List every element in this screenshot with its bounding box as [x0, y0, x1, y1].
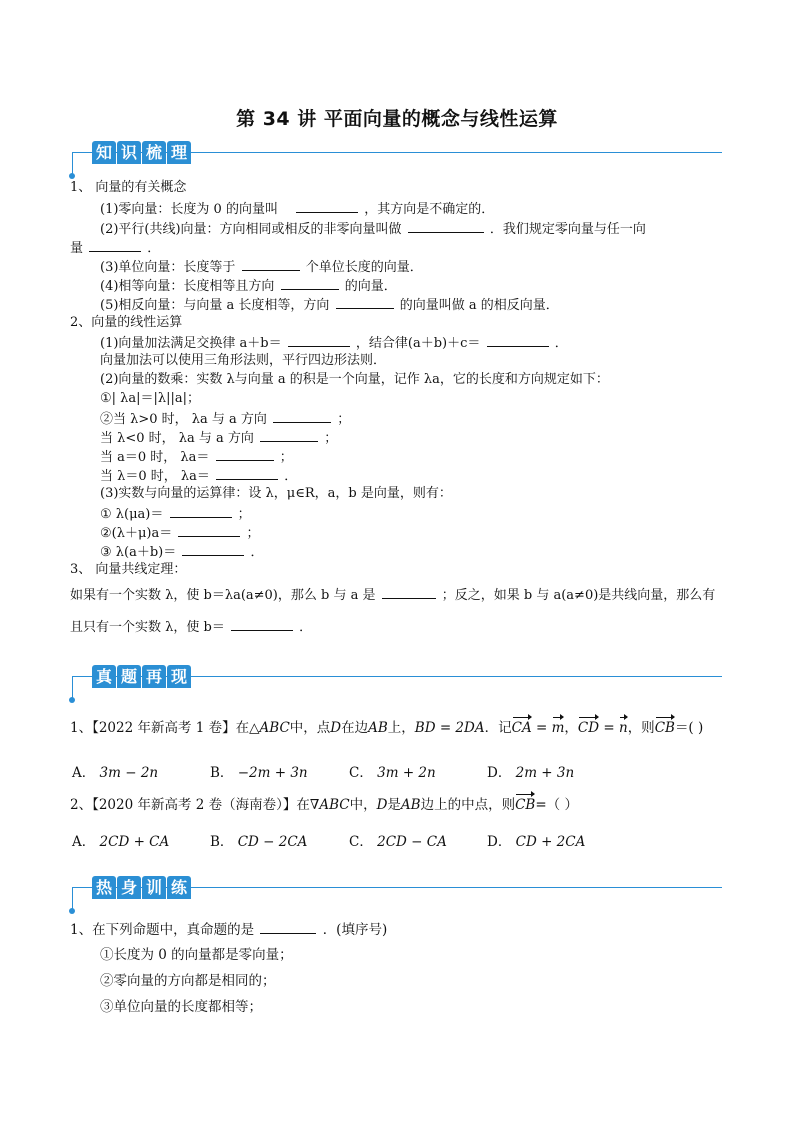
warmup-question-1	[70, 920, 387, 939]
vector: CA	[511, 720, 532, 736]
answer-blank[interactable]	[487, 333, 549, 347]
math: D	[330, 720, 342, 736]
math: D	[376, 797, 388, 813]
text: ；	[237, 507, 251, 522]
math: AB	[368, 720, 388, 736]
text: 2、【2020 年新高考 2 卷（海南卷）】在∇	[70, 797, 320, 813]
knowledge-line	[100, 523, 260, 543]
text: ．我们规定零向量与任一向	[489, 222, 646, 237]
option-c[interactable]	[349, 830, 447, 850]
text: ；	[337, 412, 351, 427]
option-c[interactable]	[349, 761, 436, 781]
answer-blank[interactable]	[216, 447, 274, 461]
answer-blank[interactable]	[242, 257, 300, 271]
option-letter: A．	[72, 834, 96, 850]
answer-blank[interactable]	[260, 428, 318, 442]
knowledge-line	[100, 428, 337, 448]
text: 当 λ<0 时， λa 与 a 方向	[100, 431, 254, 446]
option-d[interactable]	[487, 830, 585, 850]
text: ②当 λ>0 时， λa 与 a 方向	[100, 412, 267, 427]
bullet-dot	[69, 908, 75, 914]
knowledge-line	[70, 617, 312, 637]
text: ，其方向是不确定的．	[364, 202, 495, 217]
text: ① λ(μa)＝	[100, 507, 164, 522]
warmup-item: ①长度为 0 的向量都是零向量；	[100, 947, 293, 963]
option-b[interactable]	[210, 830, 307, 850]
text: ；	[324, 431, 338, 446]
knowledge-line	[100, 219, 646, 239]
option-text: CD − 2CA	[237, 834, 308, 850]
text: ，则	[627, 720, 655, 736]
badge-char: 真	[92, 665, 116, 688]
text: 边上的中点，则	[420, 797, 516, 813]
option-letter: D．	[487, 765, 512, 781]
text: ②(λ＋μ)a＝	[100, 526, 173, 541]
knowledge-line: ①| λa|＝|λ||a|；	[100, 391, 201, 406]
answer-blank[interactable]	[89, 238, 141, 252]
text: 的向量叫做 a 的相反向量．	[399, 298, 559, 313]
option-letter: B．	[210, 765, 234, 781]
text: 在边	[341, 720, 369, 736]
text: 1、【2022 年新高考 1 卷】在△	[70, 720, 260, 736]
math: ABC	[259, 720, 290, 736]
text: ．	[147, 241, 161, 256]
text: (3)单位向量：长度等于	[100, 260, 236, 275]
badge-char: 热	[92, 876, 116, 899]
section-header-knowledge	[64, 141, 722, 181]
knowledge-line	[100, 333, 568, 353]
answer-blank[interactable]	[273, 409, 331, 423]
option-text: 3m + 2n	[377, 765, 436, 781]
knowledge-line	[100, 295, 559, 315]
option-a[interactable]	[72, 761, 158, 781]
section-badge	[92, 141, 192, 164]
badge-char: 再	[142, 665, 166, 688]
option-text: 2CD − CA	[377, 834, 447, 850]
section-badge	[92, 665, 192, 688]
vector: CB	[515, 797, 536, 813]
text: 1、在下列命题中，真命题的是	[70, 922, 255, 938]
text: 如果有一个实数 λ，使 b＝λa(a≠0)，那么 b 与 a 是	[70, 588, 376, 603]
text: 且只有一个实数 λ，使 b＝	[70, 620, 225, 635]
text: 中，	[349, 797, 377, 813]
section-header-warmup	[64, 876, 722, 916]
text: 中，点	[289, 720, 331, 736]
knowledge-heading-2: 2、向量的线性运算	[70, 315, 183, 330]
text: ．记	[484, 720, 512, 736]
knowledge-heading-3: 3、 向量共线定理：	[70, 562, 187, 577]
knowledge-line: 向量加法可以使用三角形法则，平行四边形法则．	[100, 353, 387, 368]
badge-char: 识	[117, 141, 141, 164]
answer-blank[interactable]	[260, 920, 316, 934]
knowledge-heading-1: 1、 向量的有关概念	[70, 180, 187, 195]
answer-blank[interactable]	[231, 617, 293, 631]
text: 的向量．	[344, 279, 397, 294]
text: ③ λ(a＋b)＝	[100, 545, 177, 560]
badge-char: 练	[167, 876, 191, 899]
text: 量	[70, 241, 84, 256]
option-letter: C．	[349, 834, 373, 850]
option-b[interactable]	[210, 761, 308, 781]
badge-char: 训	[142, 876, 166, 899]
text: ．(填序号)	[322, 922, 388, 938]
math: ABC	[319, 797, 350, 813]
text: (2)平行(共线)向量：方向相同或相反的非零向量叫做	[100, 222, 402, 237]
knowledge-line	[100, 466, 297, 486]
knowledge-line	[100, 409, 350, 429]
option-letter: A．	[72, 765, 96, 781]
text: =（ ）	[535, 797, 578, 813]
text: ．	[284, 469, 298, 484]
answer-blank[interactable]	[178, 523, 240, 537]
badge-char: 现	[167, 665, 191, 688]
answer-blank[interactable]	[336, 295, 394, 309]
warmup-item: ②零向量的方向都是相同的；	[100, 973, 276, 989]
option-a[interactable]	[72, 830, 169, 850]
section-badge	[92, 876, 192, 899]
text: ．	[299, 620, 313, 635]
warmup-item: ③单位向量的长度都相等；	[100, 999, 262, 1015]
option-text: 2CD + CA	[99, 834, 170, 850]
option-text: 2m + 3n	[515, 765, 575, 781]
knowledge-line	[100, 276, 397, 296]
answer-blank[interactable]	[296, 199, 358, 213]
text: ．	[250, 545, 264, 560]
knowledge-line: (2)向量的数乘：实数 λ与向量 a 的积是一个向量，记作 λa，它的长度和方向规定如下：	[100, 372, 609, 387]
knowledge-line	[70, 238, 160, 258]
text: 当 λ＝0 时， λa＝	[100, 469, 210, 484]
badge-char: 理	[167, 141, 191, 164]
math: AB	[400, 797, 421, 813]
badge-char: 题	[117, 665, 141, 688]
bullet-dot	[69, 697, 75, 703]
answer-blank[interactable]	[170, 504, 232, 518]
knowledge-line	[100, 447, 293, 467]
answer-blank[interactable]	[382, 585, 436, 599]
knowledge-line	[100, 257, 423, 277]
text: ；	[246, 526, 260, 541]
badge-char: 身	[117, 876, 141, 899]
knowledge-line	[100, 504, 251, 524]
option-d[interactable]	[487, 761, 574, 781]
option-text: −2m + 3n	[237, 765, 308, 781]
vector: n	[618, 720, 628, 736]
badge-char: 知	[92, 141, 116, 164]
text: 是	[387, 797, 401, 813]
text: ．	[554, 336, 568, 351]
option-text: 3m − 2n	[99, 765, 159, 781]
answer-blank[interactable]	[216, 466, 278, 480]
text: ＝( )	[674, 720, 704, 736]
text: (1)向量加法满足交换律 a＋b＝	[100, 336, 282, 351]
text: (1)零向量：长度为 0 的向量叫	[100, 202, 278, 217]
answer-blank[interactable]	[408, 219, 484, 233]
knowledge-line: (3)实数与向量的运算律：设 λ，μ∈R，a，b 是向量，则有：	[100, 486, 452, 501]
text: 当 a＝0 时， λa＝	[100, 450, 210, 465]
option-letter: B．	[210, 834, 234, 850]
option-text: CD + 2CA	[515, 834, 586, 850]
vector: CD	[577, 720, 600, 736]
vector: m	[551, 720, 565, 736]
text: 个单位长度的向量．	[305, 260, 423, 275]
math: BD = 2DA	[414, 720, 485, 736]
answer-blank[interactable]	[281, 276, 339, 290]
vector: CB	[654, 720, 675, 736]
text: ，结合律(a＋b)＋c＝	[355, 336, 481, 351]
knowledge-line	[100, 199, 494, 219]
knowledge-line	[100, 542, 264, 562]
text: ；	[279, 450, 293, 465]
text: 上，	[387, 720, 415, 736]
knowledge-line	[70, 585, 715, 605]
section-header-real-exam	[64, 665, 722, 705]
text: ；反之，如果 b 与 a(a≠0)是共线向量，那么有	[441, 588, 716, 603]
question-1: 1、【2022 年新高考 1 卷】在△ABC中，点D在边AB上，BD = 2DA．记CA = m，CD = n，则CB＝( )	[70, 720, 704, 736]
text: (4)相等向量：长度相等且方向	[100, 279, 275, 294]
page-title: 第 34 讲 平面向量的概念与线性运算	[236, 108, 558, 130]
answer-blank[interactable]	[182, 542, 244, 556]
option-letter: C．	[349, 765, 373, 781]
answer-blank[interactable]	[288, 333, 350, 347]
question-2	[70, 796, 578, 814]
text: (5)相反向量：与向量 a 长度相等，方向	[100, 298, 330, 313]
badge-char: 梳	[142, 141, 166, 164]
option-letter: D．	[487, 834, 512, 850]
